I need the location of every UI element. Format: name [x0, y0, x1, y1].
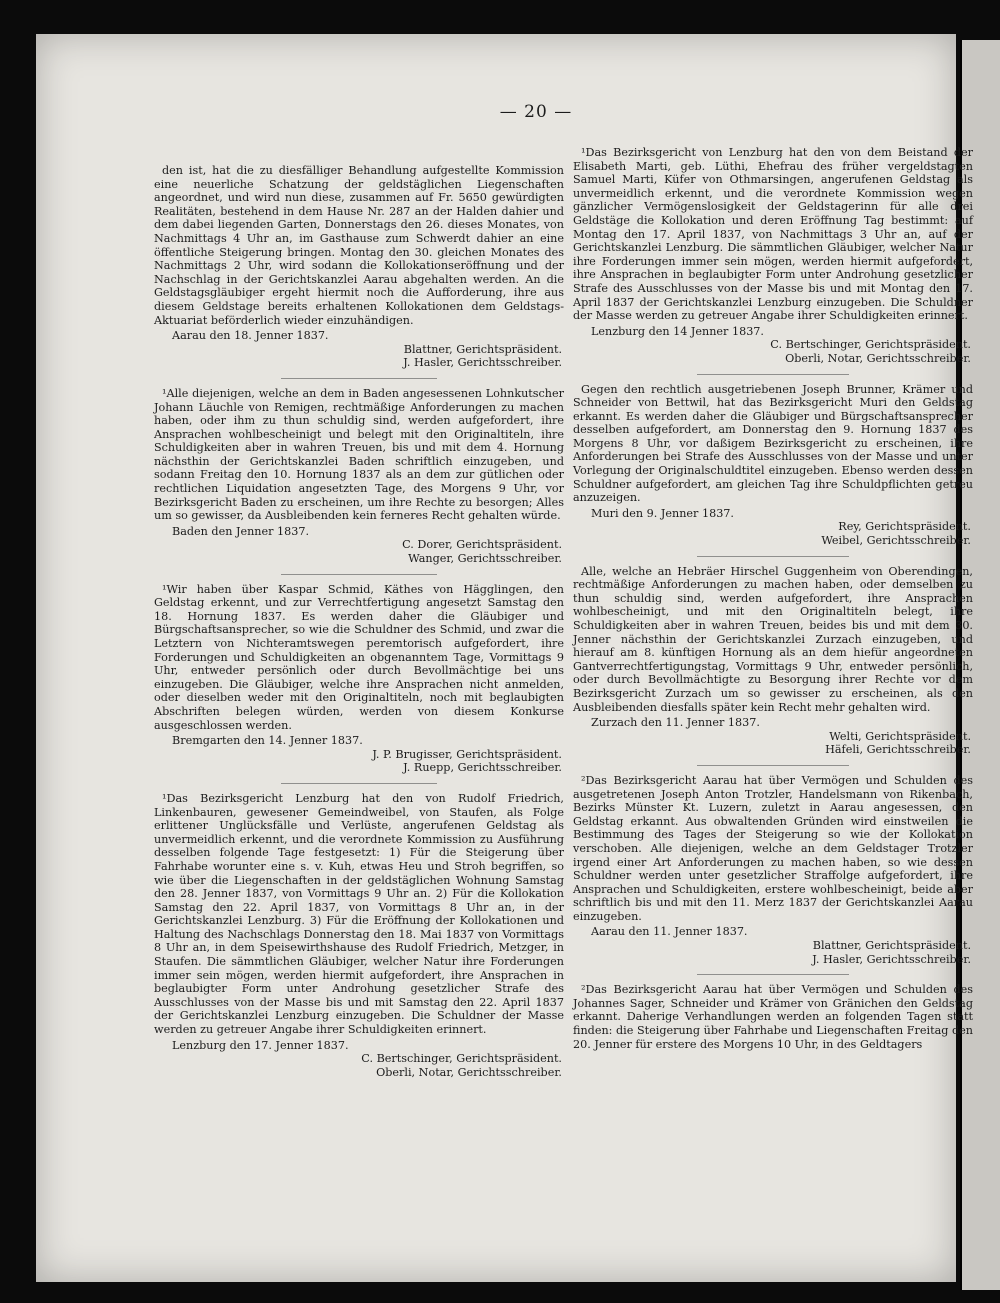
notice-body: ²Das Bezirksgericht Aarau hat über Vermögen und Schulden des ausgetretenen Joseph Anton Trotzler, Handelsmann von Rikenbach, Bezirks Münster Kt. Luzern, zuletzt in Aarau angesessen, den Geldstag erkannt. Aus obwaltenden Gründen wird einstweilen die Bestimmung des Tages der Steigerung so wie der Kollokation verschoben. Alle diejenigen, welche an dem Geldstager Trotzler irgend einer Art Anforderungen zu machen haben, so wie dessen Schuldner werden unter gesetzlicher Straffolge aufgefordert, ihre Ansprachen und Schuldigkeiten, erstere wohlbescheinigt, beide aber schriftlich bis und mit den 11. Merz 1837 der Gerichtskanzlei Aarau einzugeben.: [573, 773, 973, 923]
notice-date: Lenzburg den 17. Jenner 1837.: [172, 1038, 349, 1052]
legal-notice: [573, 383, 973, 548]
notice-signature: Rey, Gerichtspräsident.: [838, 520, 971, 534]
notice-signature: Blattner, Gerichtspräsident.: [403, 342, 562, 356]
page-number: — 20 —: [499, 102, 573, 122]
notice-date: Aarau den 11. Jenner 1837.: [591, 925, 748, 939]
notice-signature: J. Hasler, Gerichtsschreiber.: [403, 356, 562, 370]
notice-signature: Welti, Gerichtspräsident.: [829, 729, 971, 743]
legal-notice: [573, 774, 973, 966]
notice-signature: J. P. Brugisser, Gerichtspräsident.: [372, 747, 562, 761]
notice-signature: C. Dorer, Gerichtspräsident.: [402, 538, 562, 552]
notice-signature: Oberli, Notar, Gerichtsschreiber.: [785, 351, 971, 365]
notice-date: Zurzach den 11. Jenner 1837.: [591, 716, 760, 730]
notice-date: Muri den 9. Jenner 1837.: [591, 506, 734, 520]
notice-signature: Weibel, Gerichtsschreiber.: [821, 534, 971, 548]
notice-separator: [697, 974, 849, 975]
notice-separator: [281, 783, 437, 784]
notice-body: ¹Alle diejenigen, welche an dem in Baden angesessenen Lohnkutscher Johann Läuchle von Remigen, rechtmäßige Anforderungen zu machen haben, oder ihm zu thun schuldig sind, werden aufgefordert, ihre Ansprachen wohlbescheinigt und belegt mit den Originaltiteln, ihre Schuldigkeiten aber in wahren Treuen, bis und mit dem 4. Hornung nächsthin der Gerichtskanzlei Baden schriftlich einzugeben, und sodann Freitag den 10. Hornung 1837 als an dem zur gütlichen oder rechtlichen Liquidation angesetzten Tage, des Morgens 9 Uhr, vor Bezirksgericht Baden zu erscheinen, um ihre Rechte zu besorgen; Alles um so gewisser, da Ausbleibenden kein ferneres Recht gehalten würde.: [154, 386, 564, 523]
notice-separator: [697, 765, 849, 766]
left-column: [154, 164, 564, 1083]
notice-body: ²Das Bezirksgericht Aarau hat über Vermögen und Schulden des Johannes Sager, Schneider und Krämer von Gränichen den Geldstag erkannt. Daherige Verhandlungen werden an folgenden Tagen statt finden: die Steigerung über Fahrhabe und Liegenschaften Freitag den 20. Jenner für erstere des Morgens 10 Uhr, in des Geldtagers: [573, 983, 973, 1051]
notice-signature: Häfeli, Gerichtsschreiber.: [825, 743, 971, 757]
legal-notice: [154, 164, 564, 370]
notice-body: Alle, welche an Hebräer Hirschel Guggenheim von Oberendingen, rechtmäßige Anforderungen zu machen haben, oder demselben zu thun schuldig sind, werden aufgefordert, ihre Ansprachen wohlbescheinigt, und mit den Originaltiteln belegt, ihre Schuldigkeiten aber in wahren Treuen, beides bis und mit dem 30. Jenner nächsthin der Gerichtskanzlei Zurzach einzugeben, und hierauf am 8. künftigen Hornung als an dem hiefür angeordneten Gantverrechtfertigungstag, Vormittags 9 Uhr, entweder persönlich, oder durch Bevollmächtigte zu Besorgung ihrer Rechte vor dem Bezirksgericht Zurzach um so gewisser zu erscheinen, als den Ausbleibenden diesfalls später kein Recht mehr gehalten wird.: [573, 564, 973, 714]
notice-body: ¹Das Bezirksgericht Lenzburg hat den von Rudolf Friedrich, Linkenbauren, gewesener Gemeindweibel, von Staufen, als Folge erlittener Unglücksfälle und Verlüste, angerufenen Geldstag als unvermeidlich erkennt, und die verordnete Kommission zu Ausführung desselben folgende Tage festgesetzt: 1) Für die Steigerung über Fahrhabe worunter eine s. v. Kuh, etwas Heu und Stroh begriffen, so wie über die Liegenschaften in der geldstäglichen Wohnung Samstag den 28. Jenner 1837, von Vormittags 9 Uhr an. 2) Für die Kollokation Samstag den 22. April 1837, von Vormittags 8 Uhr an, in der Gerichtskanzlei Lenzburg. 3) Für die Eröffnung der Kollokationen und Haltung des Nachschlags Donnerstag den 18. Mai 1837 von Vormittags 8 Uhr an, in dem Speisewirthshause des Rudolf Friedrich, Metzger, in Staufen. Die sämmtlichen Gläubiger, welcher Natur ihre Forderungen immer sein mögen, werden hiermit aufgefordert, ihre Ansprachen in beglaubigter Form unter Androhung gesetzlicher Strafe des Ausschlusses von der Masse bis und mit Samstag den 22. April 1837 der Gerichtskanzlei Lenzburg einzugeben. Die Schuldner der Masse werden zu getreuer Angabe ihrer Schuldigkeiten erinnert.: [154, 791, 564, 1037]
notice-signature: Wanger, Gerichtsschreiber.: [408, 552, 562, 566]
notice-signature: J. Ruepp, Gerichtsschreiber.: [403, 761, 562, 775]
legal-notice: [573, 983, 973, 1051]
notice-date: Bremgarten den 14. Jenner 1837.: [172, 734, 363, 748]
newspaper-page: [36, 34, 973, 1282]
legal-notice: [573, 146, 973, 366]
notice-separator: [697, 556, 849, 557]
notice-separator: [697, 374, 849, 375]
notice-separator: [281, 378, 437, 379]
legal-notice: [154, 792, 564, 1079]
notice-signature: Oberli, Notar, Gerichtsschreiber.: [376, 1065, 562, 1079]
notice-body: den ist, hat die zu diesfälliger Behandlung aufgestellte Kommission eine neuerliche Schatzung der geldstäglichen Liegenschaften angeordnet, und wird nun diese, zusammen auf Fr. 5650 gewürdigten Realitäten, bestehend in dem Hause Nr. 287 an der Halden dahier und dem dabei liegenden Garten, Donnerstags den 26. dieses Monates, von Nachmittags 4 Uhr an, im Gasthause zum Schwerdt dahier an eine öffentliche Steigerung bringen. Montag den 30. gleichen Monates des Nachmittags 2 Uhr, wird sodann die Kollokationseröffnung und der Nachschlag in der Gerichtskanzlei Aarau abgehalten werden. An die Geldstagsgläubiger ergeht hiermit noch die Aufforderung, ihre aus diesem Geldstage bereits erhaltenen Kollokationen dem Geldstags-Aktuariat beförderlich wieder einzuhändigen.: [154, 164, 564, 327]
notice-signature: C. Bertschinger, Gerichtspräsident.: [361, 1052, 562, 1066]
notice-date: Baden den Jenner 1837.: [172, 524, 310, 538]
notice-body: ¹Das Bezirksgericht von Lenzburg hat den von dem Beistand der Elisabeth Marti, geb. Lüthi, Ehefrau des früher vergeldstagten Samuel Marti, Küfer von Othmarsingen, angerufenen Geldstag als unvermeidlich erkennt, und die verordnete Kommission wegen gänzlicher Vermögenslosigkeit der Geldstagerinn für alle drei Geldstäge die Kollokation und deren Eröffnung Tag bestimmt: auf Montag den 17. April 1837, von Nachmittags 3 Uhr an, auf der Gerichtskanzlei Lenzburg. Die sämmtlichen Gläubiger, welcher Natur ihre Forderungen immer sein mögen, werden hiermit aufgefordert, ihre Ansprachen in beglaubigter Form unter Androhung gesetzlicher Strafe des Ausschlusses von der Masse bis und mit Montag den 17. April 1837 der Gerichtskanzlei Lenzburg einzugeben. Die Schuldner der Masse werden zu getreuer Angabe ihrer Schuldigkeiten erinnert.: [573, 146, 973, 323]
legal-notice: [154, 583, 564, 775]
notice-signature: Blattner, Gerichtspräsident.: [812, 939, 971, 953]
notice-date: Aarau den 18. Jenner 1837.: [172, 329, 329, 343]
right-column: [573, 146, 973, 1055]
notice-body: Gegen den rechtlich ausgetriebenen Joseph Brunner, Krämer und Schneider von Bettwil, hat das Bezirksgericht Muri den Geldstag erkannt. Es werden daher die Gläubiger und Bürgschaftsansprecher desselben aufgefordert, am Donnerstag den 9. Hornung 1837 des Morgens 8 Uhr, vor daßigem Bezirksgericht zu erscheinen, ihre Anforderungen bei Strafe des Ausschlusses von der Masse und unter Vorlegung der Originalschuldtitel einzugeben. Ebenso werden dessen Schuldner aufgefordert, am gleichen Tag ihre Schuldpflichten getreu anzuzeigen.: [573, 382, 973, 505]
legal-notice: [573, 565, 973, 757]
notice-signature: J. Hasler, Gerichtsschreiber.: [812, 952, 971, 966]
legal-notice: [154, 387, 564, 566]
notice-signature: C. Bertschinger, Gerichtspräsident.: [770, 338, 971, 352]
notice-separator: [281, 574, 437, 575]
notice-date: Lenzburg den 14 Jenner 1837.: [591, 324, 764, 338]
notice-body: ¹Wir haben über Kaspar Schmid, Käthes von Hägglingen, den Geldstag erkennt, und zur Verrechtfertigung angesetzt Samstag den 18. Hornung 1837. Es werden daher die Gläubiger und Bürgschaftsansprecher, so wie die Schuldner des Schmid, und zwar die Letztern von Nichteramtswegen peremtorisch aufgefordert, ihre Forderungen und Schuldigkeiten an obgenanntem Tage, Vormittags 9 Uhr, entweder persönlich oder durch Bevollmächtige bei uns einzugeben. Die Gläubiger, welche ihre Ansprachen nicht anmelden, oder dieselben weder mit den Originaltiteln, noch mit beglaubigten Abschriften belegen würden, werden von diesem Konkurse ausgeschlossen werden.: [154, 582, 564, 732]
